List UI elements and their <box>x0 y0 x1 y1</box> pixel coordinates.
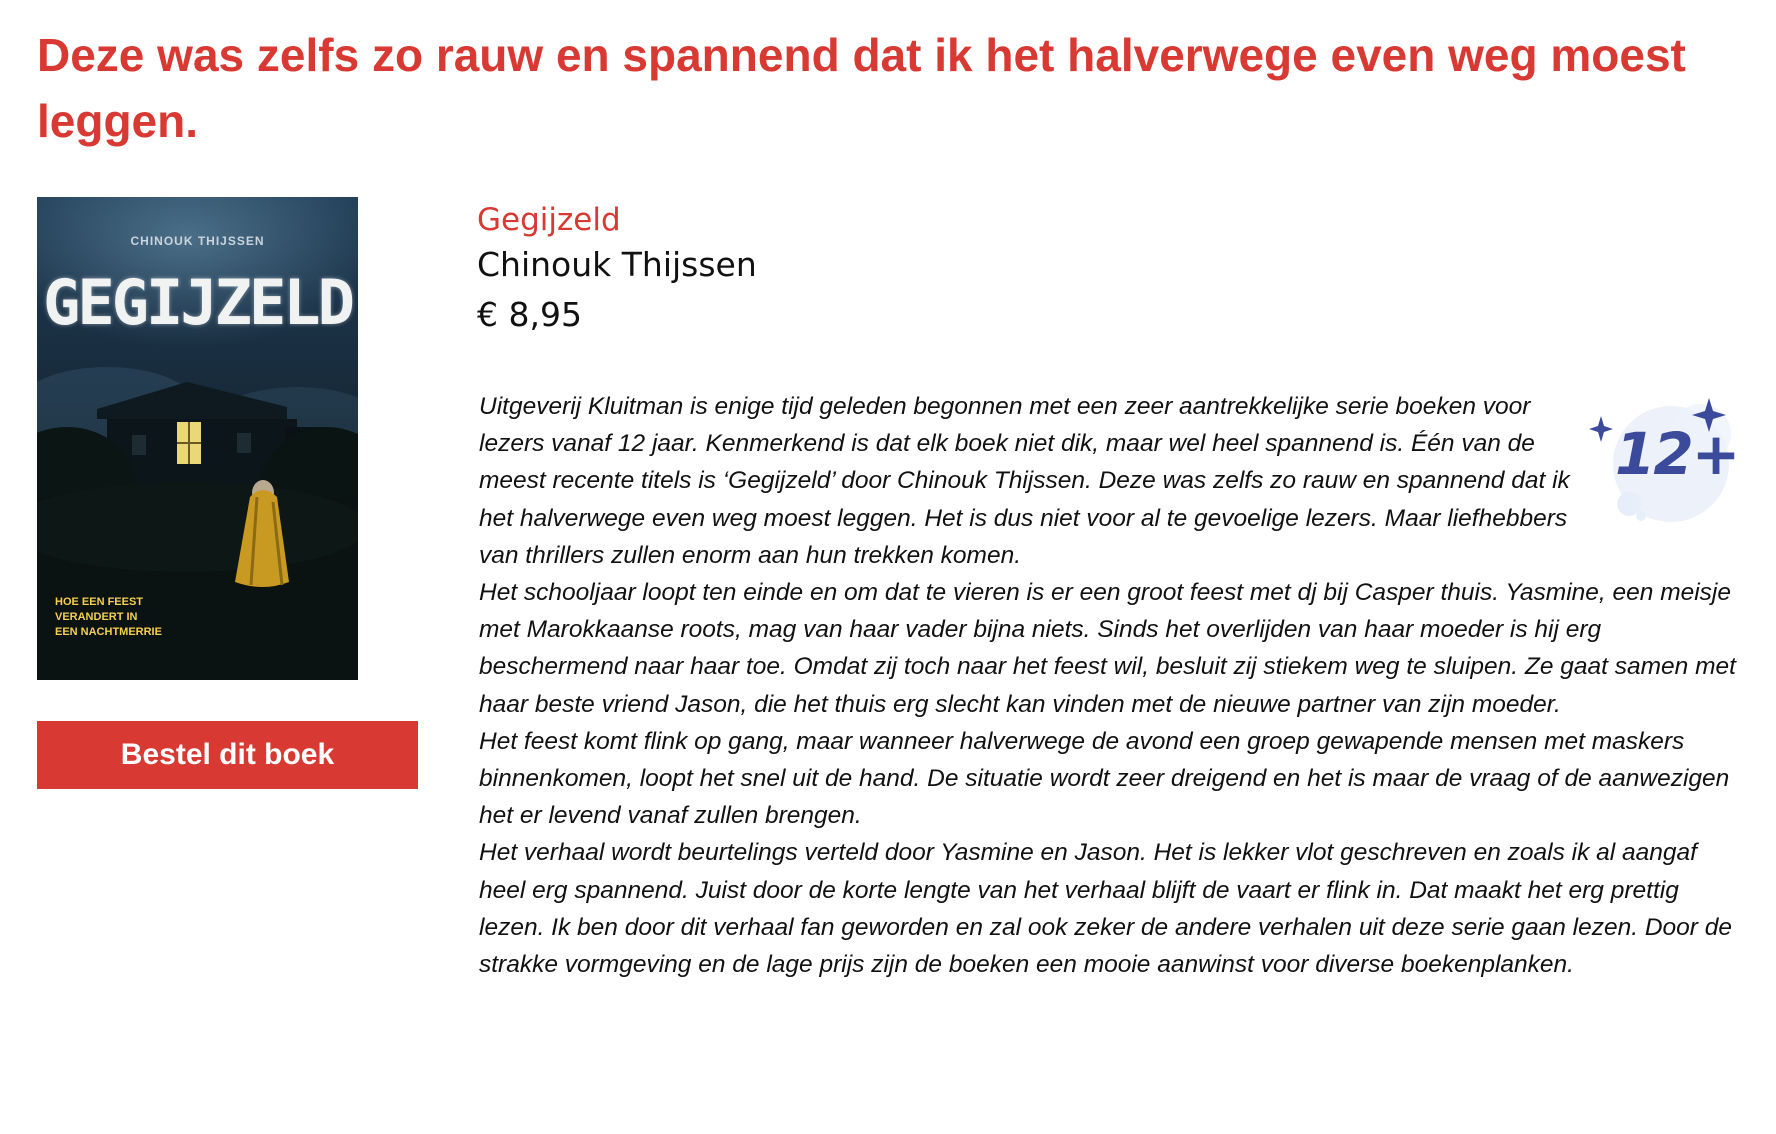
cover-author: CHINOUK THIJSSEN <box>130 234 265 248</box>
review-paragraph: Het schooljaar loopt ten einde en om dat te vieren is er een groot feest met dj bij Casper thuis. Yasmine, een meisje met Marokkaanse roots, mag van haar vader bijna niets. Sinds het overlijden van haar moeder is hij erg beschermend naar haar toe. Omdat zij toch naar het feest wil, besluit zij stiekem weg te sluipen. Ze gaat samen met haar beste vriend Jason, die het thuis erg slecht kan vinden met de nieuwe partner van zijn moeder. <box>479 579 1736 718</box>
review-text <box>479 388 1739 983</box>
cover-title: GEGIJZELD <box>43 266 352 339</box>
book-author: Chinouk Thijssen <box>477 245 757 284</box>
book-cover[interactable] <box>37 197 358 680</box>
review-paragraph: Het verhaal wordt beurtelings verteld door Yasmine en Jason. Het is lekker vlot geschreven en zoals ik al aangaf heel erg spannend. Juist door de korte lengte van het verhaal blijft de vaart er flink in. Dat maakt het erg prettig lezen. Ik ben door dit verhaal fan geworden en zal ook zeker de andere verhalen uit deze serie gaan lezen. Door de strakke vormgeving en de lage prijs zijn de boeken een mooie aanwinst voor diverse boekenplanken. <box>479 839 1733 979</box>
book-info <box>477 200 757 340</box>
age-rating-badge <box>1589 376 1749 526</box>
book-title[interactable]: Gegijzeld <box>477 202 621 238</box>
review-paragraph: Uitgeverij Kluitman is enige tijd geleden begonnen met een zeer aantrekkelijke serie boeken voor lezers vanaf 12 jaar. Kenmerkend is dat elk boek niet dik, maar wel heel spannend is. Één van de meest recente titels is ‘Gegijzeld’ door Chinouk Thijssen. Deze was zelfs zo rauw en spannend dat ik het halverwege even weg moest leggen. Het is dus niet voor al te gevoelige lezers. Maar liefhebbers van thrillers zullen enorm aan hun trekken komen. <box>479 393 1570 569</box>
cover-tagline-line: EEN NACHTMERRIE <box>55 626 162 638</box>
review-headline: Deze was zelfs zo rauw en spannend dat ik het halverwege even weg moest leggen. <box>37 29 1686 147</box>
cover-tagline-line: VERANDERT IN <box>55 611 138 623</box>
review-paragraph: Het feest komt flink op gang, maar wanneer halverwege de avond een groep gewapende mensen met maskers binnenkomen, loopt het snel uit de hand. De situatie wordt zeer dreigend en het is maar de vraag of de aanwezigen het er levend vanaf zullen brengen. <box>479 727 1730 830</box>
order-book-button[interactable]: Bestel dit boek <box>37 721 418 789</box>
cover-tagline-line: HOE EEN FEEST <box>55 596 144 608</box>
age-rating-label: 12+ <box>1615 420 1739 488</box>
book-price: € 8,95 <box>477 295 582 334</box>
cover-tagline <box>55 595 255 640</box>
